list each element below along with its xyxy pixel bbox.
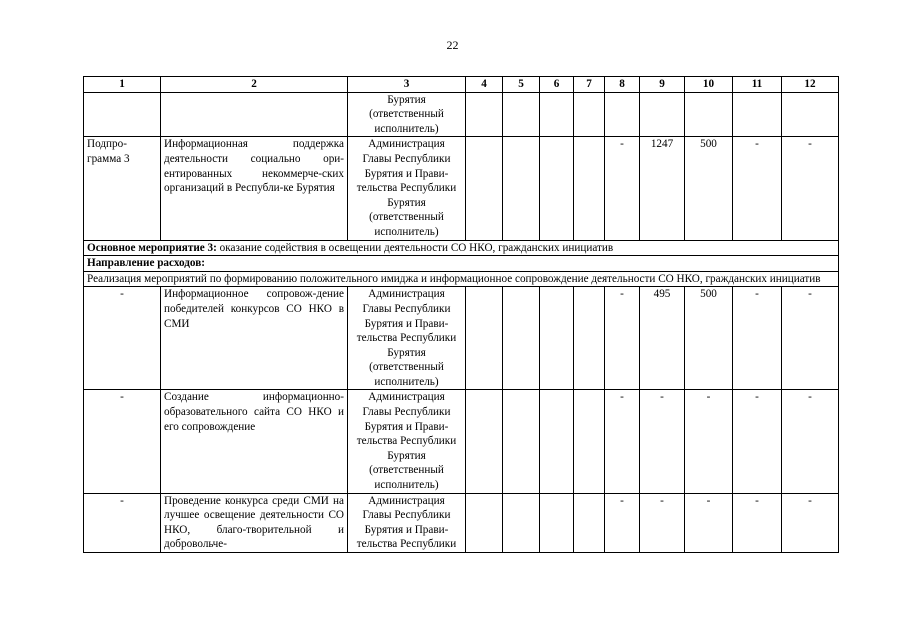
empty-cell bbox=[466, 287, 503, 390]
value-col-10: 500 bbox=[685, 137, 733, 240]
empty-cell bbox=[540, 287, 574, 390]
empty-cell bbox=[574, 493, 605, 552]
value-col-11: - bbox=[733, 287, 782, 390]
row-description: Информационное сопровож-дение победителей конкурсов СО НКО в СМИ bbox=[161, 287, 348, 390]
program-table bbox=[83, 76, 839, 553]
value-col-12: - bbox=[782, 493, 839, 552]
value-col-12: - bbox=[782, 137, 839, 240]
empty-cell bbox=[574, 92, 605, 137]
empty-cell bbox=[540, 92, 574, 137]
row-executor: Администрация Главы Республики Бурятия и Прави- тельства Республики Бурятия (ответственный исполнитель) bbox=[348, 287, 466, 390]
row-description bbox=[161, 92, 348, 137]
value-col-11: - bbox=[733, 493, 782, 552]
page-number: 22 bbox=[446, 38, 459, 52]
value-col-8: - bbox=[605, 390, 640, 493]
value-col-9: - bbox=[640, 390, 685, 493]
value-col-12: - bbox=[782, 287, 839, 390]
row-label: Подпро- грамма 3 bbox=[84, 137, 161, 240]
empty-cell bbox=[503, 92, 540, 137]
empty-cell bbox=[574, 287, 605, 390]
header-cell: 4 bbox=[466, 77, 503, 93]
header-cell: 1 bbox=[84, 77, 161, 93]
value-col-9: - bbox=[640, 493, 685, 552]
empty-cell bbox=[503, 390, 540, 493]
value-col-8: - bbox=[605, 137, 640, 240]
table-row bbox=[84, 390, 839, 493]
header-cell: 7 bbox=[574, 77, 605, 93]
value-col-11: - bbox=[733, 390, 782, 493]
header-cell: 3 bbox=[348, 77, 466, 93]
row-label bbox=[84, 92, 161, 137]
empty-cell bbox=[466, 390, 503, 493]
table-row bbox=[84, 493, 839, 552]
row-executor: Администрация Главы Республики Бурятия и Прави- тельства Республики Бурятия (ответственный исполнитель) bbox=[348, 137, 466, 240]
empty-cell bbox=[466, 137, 503, 240]
value-col-10: 500 bbox=[685, 287, 733, 390]
table-row bbox=[84, 287, 839, 390]
value-col-12 bbox=[782, 92, 839, 137]
header-cell: 11 bbox=[733, 77, 782, 93]
empty-cell bbox=[574, 390, 605, 493]
value-col-9: 495 bbox=[640, 287, 685, 390]
value-col-8: - bbox=[605, 493, 640, 552]
section-text: оказание содействия в освещении деятельности СО НКО, гражданских инициатив bbox=[216, 241, 614, 254]
section-cell bbox=[84, 240, 839, 256]
empty-cell bbox=[540, 390, 574, 493]
empty-cell bbox=[503, 493, 540, 552]
value-col-10 bbox=[685, 92, 733, 137]
table-row bbox=[84, 137, 839, 240]
table-row bbox=[84, 92, 839, 137]
header-cell: 12 bbox=[782, 77, 839, 93]
value-col-8 bbox=[605, 92, 640, 137]
section-cell bbox=[84, 271, 839, 287]
row-executor: Администрация Главы Республики Бурятия и Прави- тельства Республики Бурятия (ответственный исполнитель) bbox=[348, 390, 466, 493]
value-col-9: 1247 bbox=[640, 137, 685, 240]
empty-cell bbox=[540, 493, 574, 552]
value-col-10: - bbox=[685, 390, 733, 493]
header-cell: 2 bbox=[161, 77, 348, 93]
section-cell bbox=[84, 256, 839, 272]
empty-cell bbox=[503, 287, 540, 390]
section-text: Реализация мероприятий по формированию положительного имиджа и информационное сопровождение деятельности СО НКО, гражданских инициатив bbox=[87, 272, 821, 285]
section-heading: Основное мероприятие 3: bbox=[87, 241, 217, 254]
section-row bbox=[84, 256, 839, 272]
empty-cell bbox=[503, 137, 540, 240]
value-col-12: - bbox=[782, 390, 839, 493]
header-cell: 10 bbox=[685, 77, 733, 93]
row-executor: Бурятия (ответственный исполнитель) bbox=[348, 92, 466, 137]
row-label: - bbox=[84, 287, 161, 390]
value-col-10: - bbox=[685, 493, 733, 552]
value-col-9 bbox=[640, 92, 685, 137]
row-label: - bbox=[84, 493, 161, 552]
header-cell: 9 bbox=[640, 77, 685, 93]
row-executor: Администрация Главы Республики Бурятия и Прави- тельства Республики bbox=[348, 493, 466, 552]
section-heading: Направление расходов: bbox=[87, 257, 206, 270]
empty-cell bbox=[574, 137, 605, 240]
empty-cell bbox=[466, 92, 503, 137]
header-cell: 5 bbox=[503, 77, 540, 93]
row-description: Создание информационно-образовательного сайта СО НКО и его сопровождение bbox=[161, 390, 348, 493]
value-col-8: - bbox=[605, 287, 640, 390]
empty-cell bbox=[540, 137, 574, 240]
row-label: - bbox=[84, 390, 161, 493]
value-col-11: - bbox=[733, 137, 782, 240]
header-row bbox=[84, 77, 839, 93]
section-row bbox=[84, 271, 839, 287]
row-description: Проведение конкурса среди СМИ на лучшее освещение деятельности СО НКО, благо-творительной и добровольче- bbox=[161, 493, 348, 552]
header-cell: 8 bbox=[605, 77, 640, 93]
header-cell: 6 bbox=[540, 77, 574, 93]
section-row bbox=[84, 240, 839, 256]
value-col-11 bbox=[733, 92, 782, 137]
empty-cell bbox=[466, 493, 503, 552]
row-description: Информационная поддержка деятельности социально ори-ентированных некоммерче-ских организаций в Республи-ке Бурятия bbox=[161, 137, 348, 240]
